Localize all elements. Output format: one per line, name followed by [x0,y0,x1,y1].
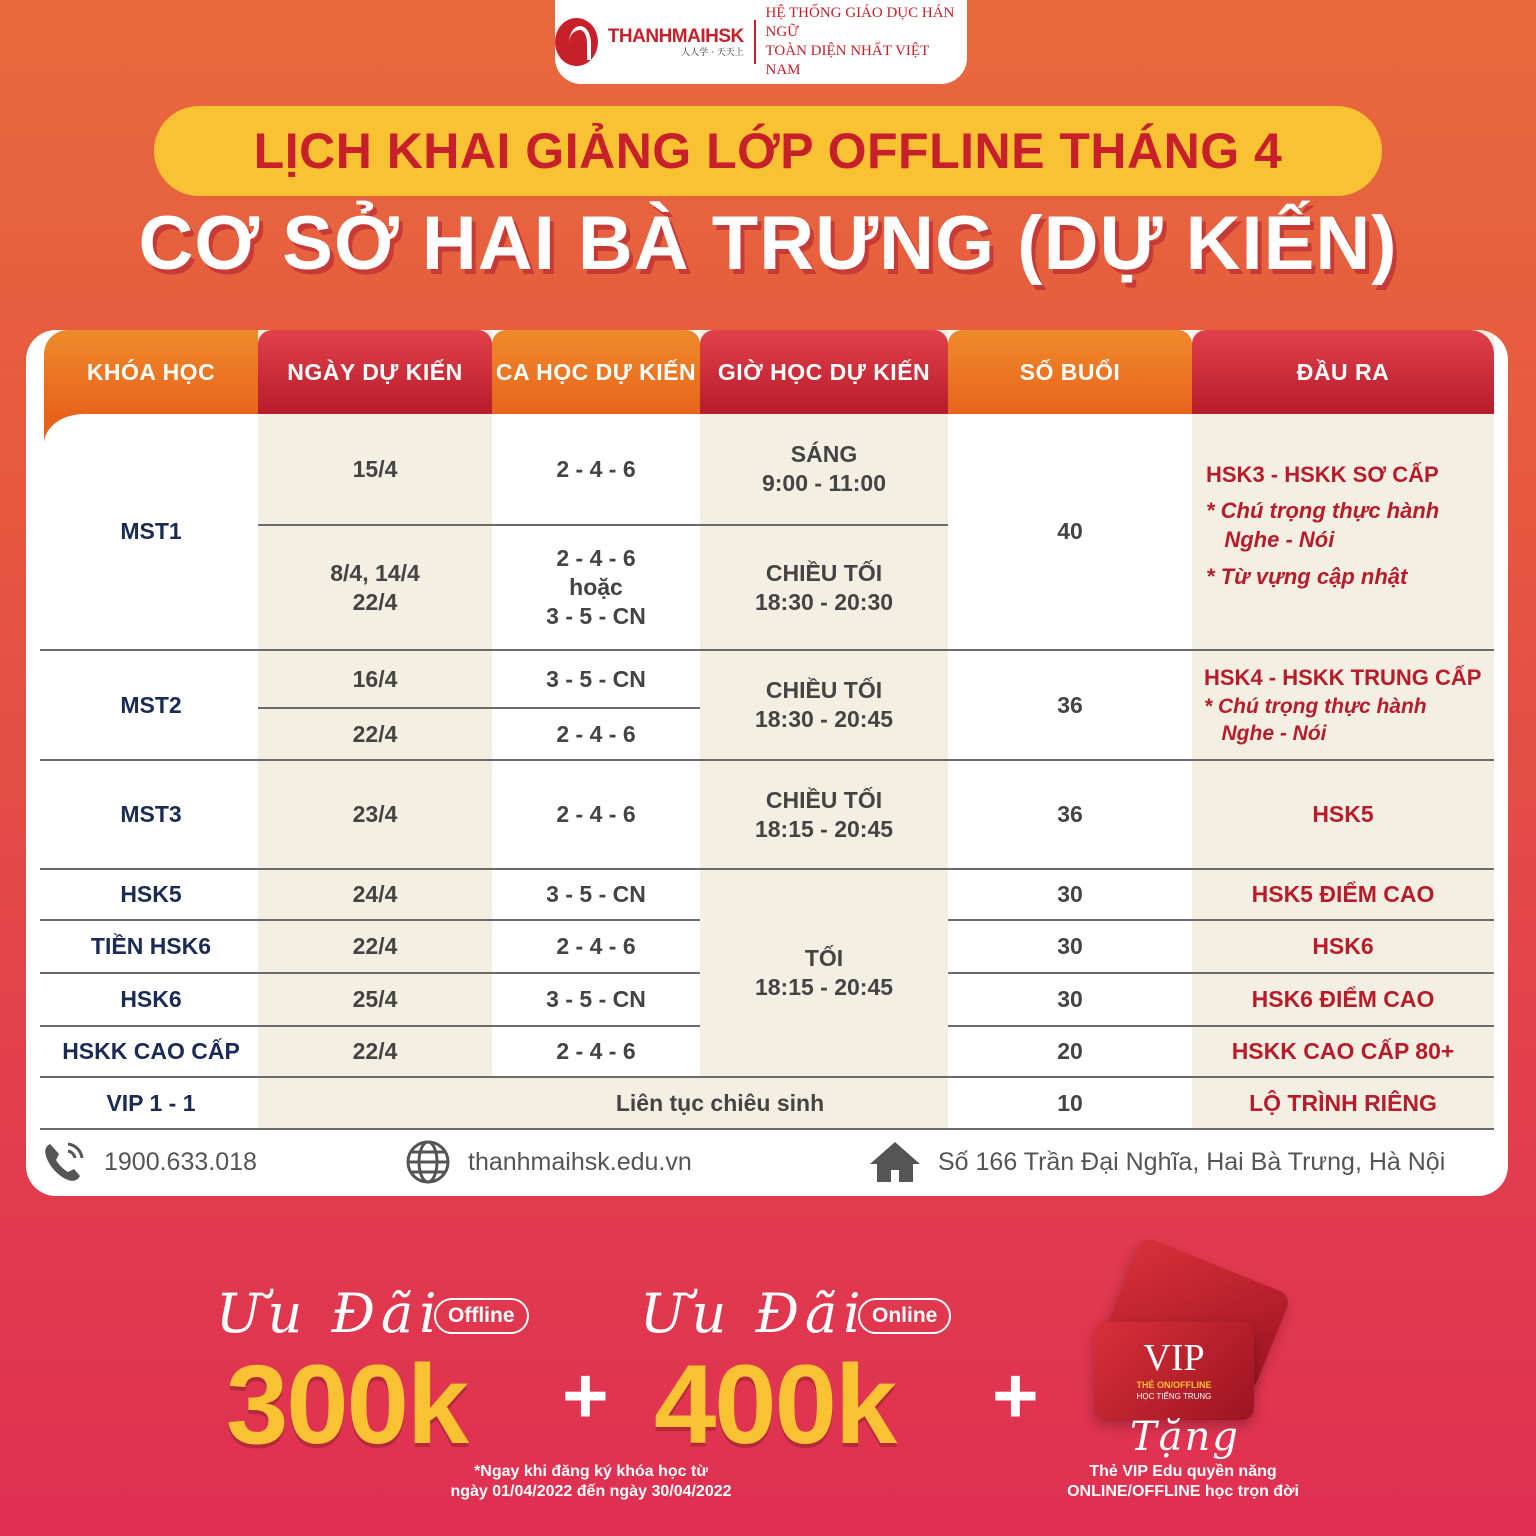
shift-cell: 2 - 4 - 6 [556,455,636,482]
output-mst1 [1206,462,1496,591]
page-subtitle: CƠ SỞ HAI BÀ TRƯNG (DỰ KIẾN) [138,201,1398,286]
time-cell-evening: TỐI 18:15 - 20:45 [754,945,894,1000]
sessions-cell: 36 [1057,801,1083,827]
sessions-cell: 40 [1057,518,1083,544]
brand-name: THANHMAIHSK [607,25,744,47]
output-cell: HSK5 [1312,801,1374,827]
course-cell: TIỀN HSK6 [90,933,212,959]
course-cell: HSK6 [120,986,182,1012]
course-mst3: MST3 [120,801,182,827]
home-icon [868,1138,922,1186]
output-mst2 [1204,665,1496,747]
header-shift: CA HỌC DỰ KIẾN [492,330,700,414]
card-title: VIP [1143,1337,1205,1379]
output-title: HSK4 - HSKK TRUNG CẤP [1204,665,1482,690]
course-cell: VIP 1 - 1 [106,1089,196,1116]
date-cell: 16/4 [352,665,398,692]
divider [40,1128,1494,1130]
sessions-cell: 20 [1057,1038,1083,1064]
time-cell: CHIỀU TỐI 18:30 - 20:30 [754,559,894,615]
header-date: NGÀY DỰ KIẾN [258,330,492,414]
card-subtitle: THẺ ON/OFFLINE [1136,1380,1212,1390]
output-note: * Chú trọng thực hành Nghe - Nói [1206,498,1440,552]
sessions-cell: 36 [1057,691,1083,718]
shift-cell: 3 - 5 - CN [546,881,646,907]
output-note: * Chú trọng thực hành Nghe - Nói [1204,695,1427,745]
date-cell: 8/4, 14/4 22/4 [330,559,420,615]
schedule-cell: Liên tục chiêu sinh [492,1078,948,1128]
plus-sign: + [562,1351,609,1440]
course-cell: HSKK CAO CẤP [62,1038,240,1064]
website-link: thanhmaihsk.edu.vn [468,1147,692,1176]
address-text: Số 166 Trần Đại Nghĩa, Hai Bà Trưng, Hà Nội [938,1147,1446,1176]
promo-script-offline: Ưu Đãi [216,1282,443,1345]
sessions-cell: 30 [1057,986,1083,1012]
output-note: * Từ vựng cập nhật [1206,564,1408,589]
phone-icon [40,1138,88,1186]
gift-script: Tặng [1130,1414,1240,1460]
time-cell: SÁNG 9:00 - 11:00 [761,441,887,496]
brand-motto: 人人学 · 天天上 [681,47,744,58]
header-time: GIỜ HỌC DỰ KIẾN [700,330,948,414]
promo-script-online: Ưu Đãi [640,1282,867,1345]
shift-cell: 2 - 4 - 6 hoặc 3 - 5 - CN [546,545,646,629]
output-cell: HSKK CAO CẤP 80+ [1231,1038,1455,1064]
date-cell: 15/4 [352,455,398,482]
shift-cell: 3 - 5 - CN [546,986,646,1012]
offline-chip: Offline [434,1298,529,1334]
gift-text: Thẻ VIP Edu quyền năng ONLINE/OFFLINE học trọn đời [1067,1463,1299,1500]
sessions-cell: 30 [1057,933,1083,959]
course-mst1: MST1 [120,518,182,544]
slogan [766,4,967,80]
schedule-table [26,330,1508,1196]
date-cell: 22/4 [352,1038,398,1064]
page-title: LỊCH KHAI GIẢNG LỚP OFFLINE THÁNG 4 [253,123,1283,179]
logo-box [555,0,967,84]
output-cell: HSK5 ĐIỂM CAO [1251,881,1435,907]
time-cell: CHIỀU TỐI 18:15 - 20:45 [754,786,894,842]
output-cell: HSK6 ĐIỂM CAO [1251,986,1435,1012]
plus-sign: + [992,1351,1039,1440]
contact-website[interactable] [404,1138,692,1186]
slogan-line2: TOÀN DIỆN NHẤT VIỆT NAM [765,43,929,78]
sessions-cell: 10 [1057,1089,1083,1116]
contact-phone[interactable] [40,1138,257,1186]
brand [608,27,744,58]
date-cell: 22/4 [352,933,398,959]
divider [754,20,756,64]
vip-card [1094,1322,1254,1420]
sessions-cell: 30 [1057,881,1083,907]
course-mst2: MST2 [120,691,182,718]
offline-discount: 300k [226,1342,468,1467]
header-output: ĐẦU RA [1192,330,1494,414]
output-cell: LỘ TRÌNH RIÊNG [1249,1089,1437,1116]
online-chip: Online [858,1298,951,1334]
shift-cell: 2 - 4 - 6 [556,801,636,827]
slogan-line1: HỆ THỐNG GIÁO DỤC HÁN NGỮ [765,5,955,40]
course-cell: HSK5 [120,881,182,907]
shift-cell: 3 - 5 - CN [546,665,646,692]
promo-note: *Ngay khi đăng ký khóa học từ ngày 01/04/2022 đến ngày 30/04/2022 [450,1463,732,1500]
output-title: HSK3 - HSKK SƠ CẤP [1206,462,1439,487]
output-cell: HSK6 [1312,933,1374,959]
phone-number: 1900.633.018 [104,1147,257,1176]
date-cell: 24/4 [352,881,398,907]
contact-address [868,1138,1445,1186]
shift-cell: 2 - 4 - 6 [556,1038,636,1064]
date-cell: 25/4 [352,986,398,1012]
globe-icon [404,1138,452,1186]
time-cell: CHIỀU TỐI 18:30 - 20:45 [754,677,894,732]
title-pill [154,106,1382,196]
shift-cell: 2 - 4 - 6 [556,720,636,747]
date-cell: 23/4 [352,801,398,827]
header-course: KHÓA HỌC [44,330,258,414]
header-sessions: SỐ BUỔI [948,330,1192,414]
date-cell: 22/4 [352,720,398,747]
shift-cell: 2 - 4 - 6 [556,933,636,959]
online-discount: 400k [654,1342,896,1467]
logo-icon [555,18,598,66]
card-subtitle2: HỌC TIẾNG TRUNG [1136,1392,1212,1401]
